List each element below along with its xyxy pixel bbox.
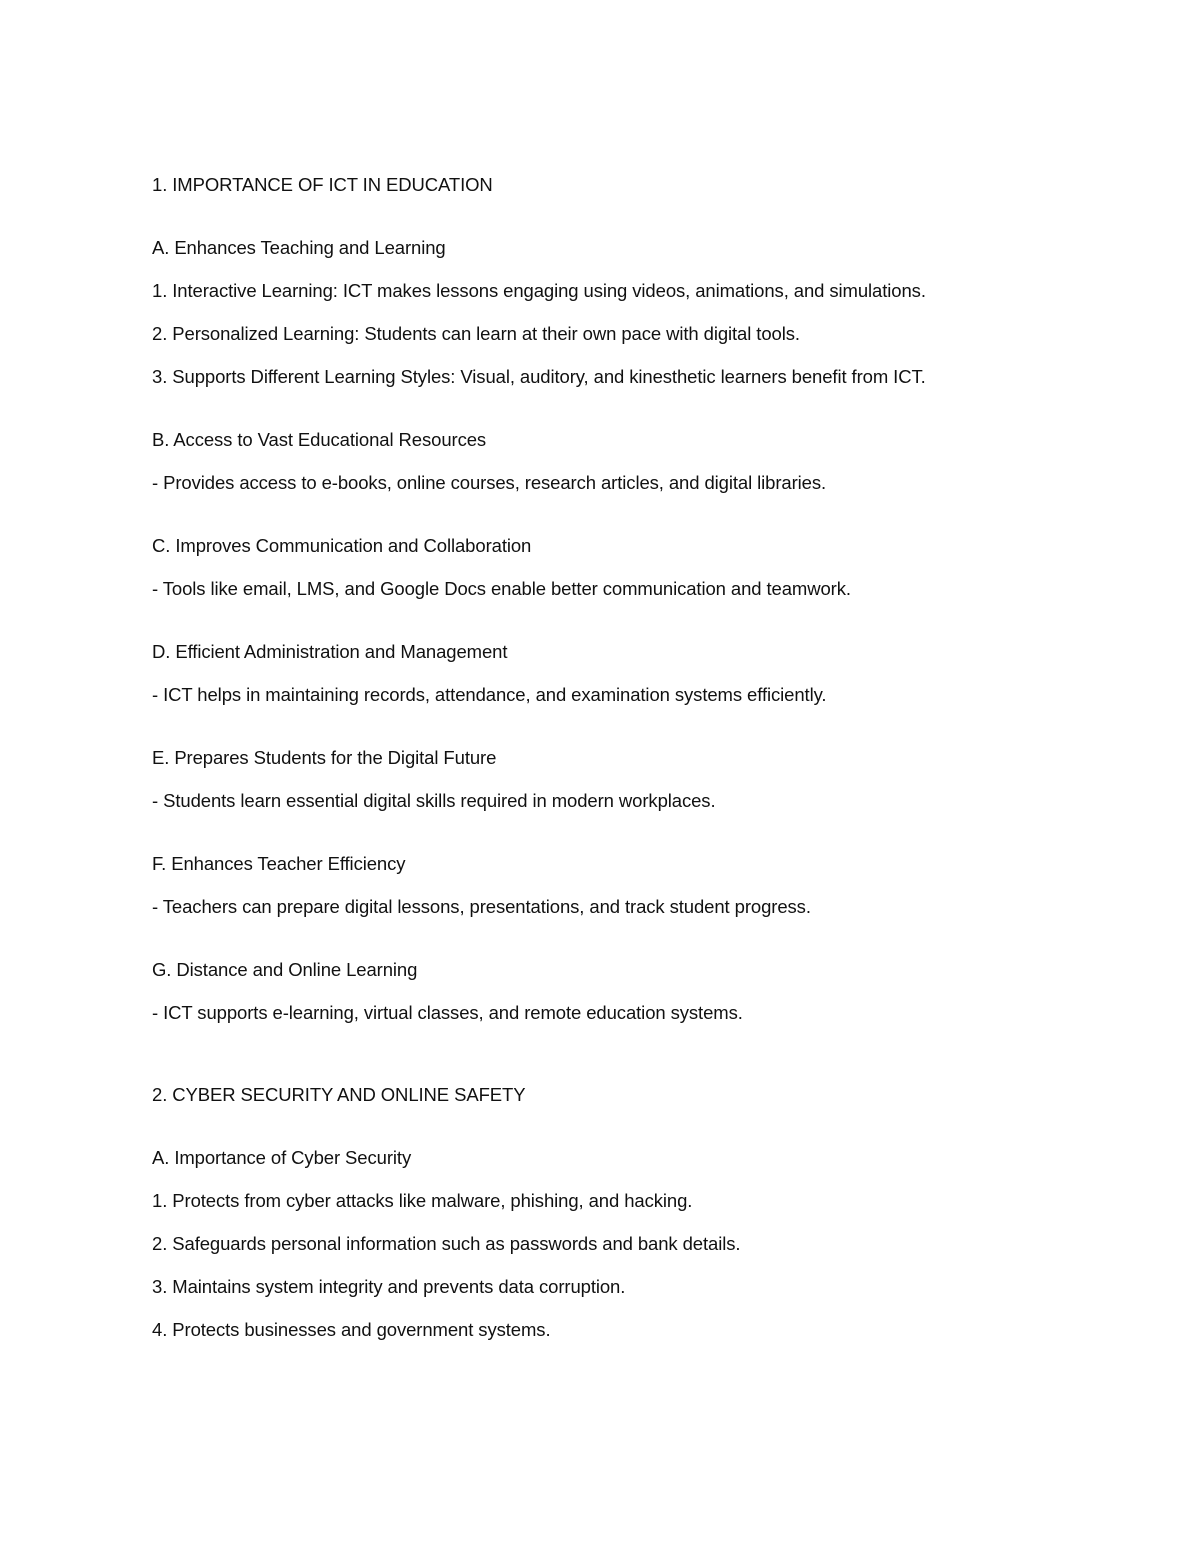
- list-item: 2. Personalized Learning: Students can learn at their own pace with digital tools.: [152, 323, 800, 344]
- subsection-e-heading: E. Prepares Students for the Digital Future: [152, 747, 497, 768]
- subsection-e-text: - Students learn essential digital skills required in modern workplaces.: [152, 790, 716, 811]
- section-1-title: 1. IMPORTANCE OF ICT IN EDUCATION: [152, 174, 493, 195]
- subsection-c-heading: C. Improves Communication and Collaboration: [152, 535, 532, 556]
- subsection-f-heading: F. Enhances Teacher Efficiency: [152, 853, 406, 874]
- subsection-d-heading: D. Efficient Administration and Management: [152, 641, 508, 662]
- subsection-b-text: - Provides access to e-books, online courses, research articles, and digital libraries.: [152, 472, 827, 493]
- list-item: 1. Interactive Learning: ICT makes lessons engaging using videos, animations, and simulations.: [152, 280, 926, 301]
- list-item: 3. Supports Different Learning Styles: Visual, auditory, and kinesthetic learners benefit from ICT.: [152, 366, 926, 387]
- list-item: 1. Protects from cyber attacks like malware, phishing, and hacking.: [152, 1190, 693, 1211]
- section-2-title: 2. CYBER SECURITY AND ONLINE SAFETY: [152, 1084, 526, 1105]
- subsection-g-heading: G. Distance and Online Learning: [152, 959, 418, 980]
- list-item: 2. Safeguards personal information such as passwords and bank details.: [152, 1233, 741, 1254]
- subsection-2a-heading: A. Importance of Cyber Security: [152, 1147, 412, 1168]
- subsection-f-text: - Teachers can prepare digital lessons, presentations, and track student progress.: [152, 896, 811, 917]
- subsection-c-text: - Tools like email, LMS, and Google Docs enable better communication and teamwork.: [152, 578, 851, 599]
- subsection-b-heading: B. Access to Vast Educational Resources: [152, 429, 487, 450]
- list-item: 4. Protects businesses and government systems.: [152, 1319, 551, 1340]
- subsection-a-heading: A. Enhances Teaching and Learning: [152, 237, 446, 258]
- subsection-d-text: - ICT helps in maintaining records, attendance, and examination systems efficiently.: [152, 684, 827, 705]
- list-item: 3. Maintains system integrity and prevents data corruption.: [152, 1276, 626, 1297]
- subsection-g-text: - ICT supports e-learning, virtual classes, and remote education systems.: [152, 1002, 743, 1023]
